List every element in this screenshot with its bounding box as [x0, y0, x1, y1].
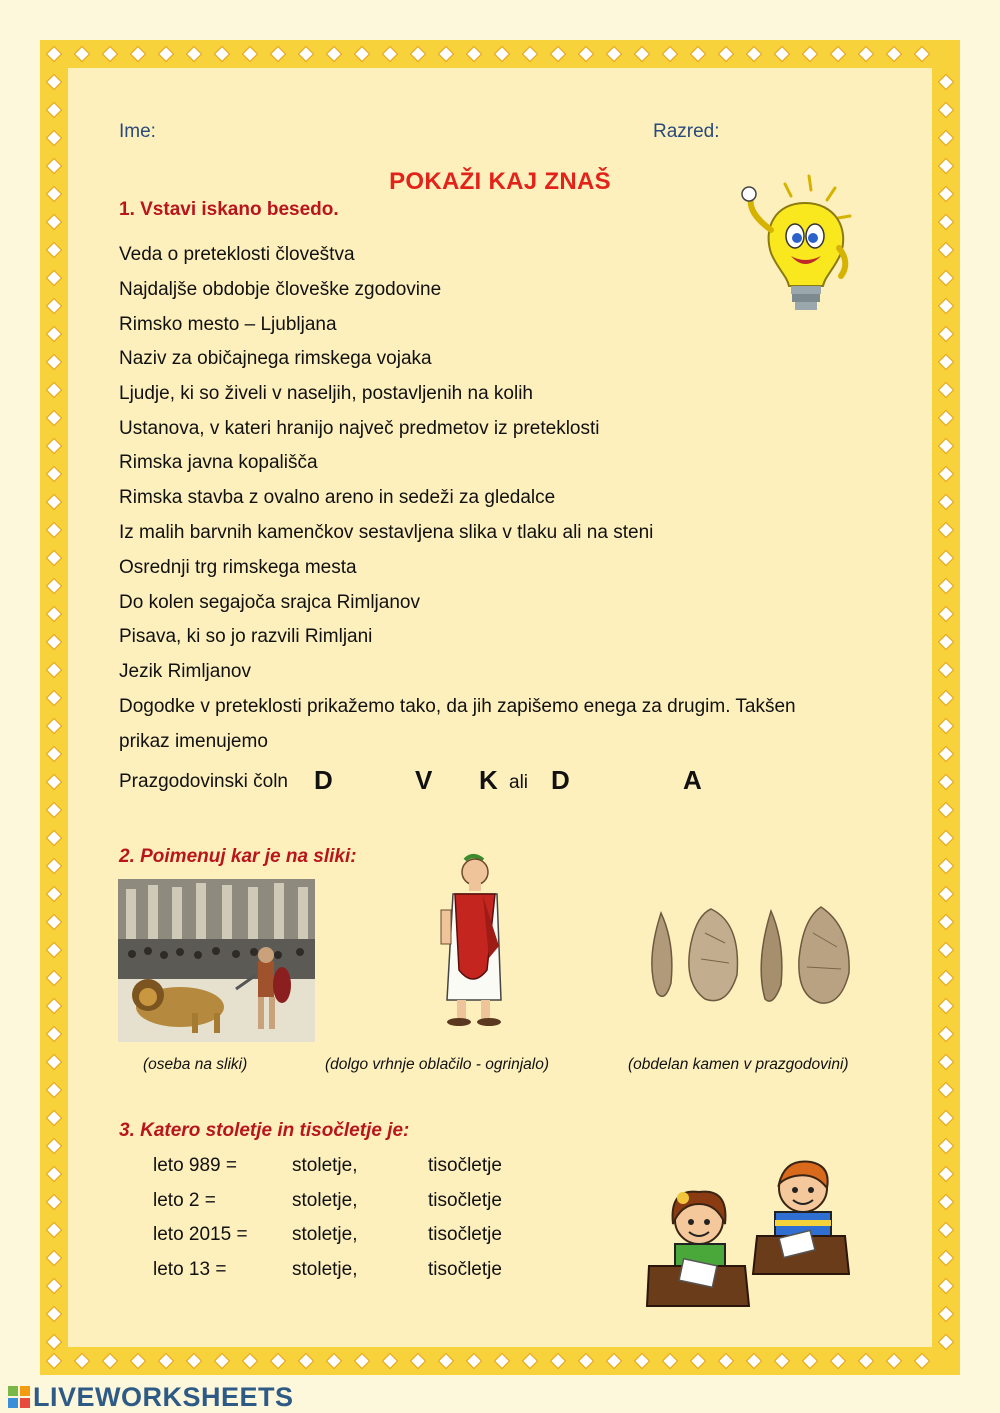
border-diamond — [47, 1111, 62, 1126]
border-diamond — [939, 383, 954, 398]
boat-letter: A — [683, 765, 702, 795]
millennium-label: tisočletje — [428, 1224, 502, 1245]
boat-letter: V — [415, 765, 433, 795]
question-text: Do kolen segajoča srajca Rimljanov — [119, 592, 420, 613]
border-diamond — [355, 47, 370, 62]
border-diamond — [47, 635, 62, 650]
border-diamond — [75, 1354, 90, 1369]
question-text: Rimska javna kopališča — [119, 452, 318, 473]
border-diamond — [939, 887, 954, 902]
border-diamond — [939, 215, 954, 230]
border-diamond — [939, 691, 954, 706]
century-label: stoletje, — [292, 1259, 358, 1280]
brand-logo-text — [8, 1382, 294, 1413]
border-diamond — [939, 1167, 954, 1182]
border-diamond — [803, 1354, 818, 1369]
border-diamond — [47, 439, 62, 454]
section1-heading: 1. Vstavi iskano besedo. — [119, 199, 339, 220]
border-diamond — [635, 1354, 650, 1369]
border-diamond — [775, 47, 790, 62]
border-diamond — [939, 1195, 954, 1210]
border-diamond — [939, 635, 954, 650]
boat-letter: D — [551, 765, 570, 795]
question-text: Pisava, ki so jo razvili Rimljani — [119, 626, 373, 647]
border-diamond — [187, 1354, 202, 1369]
boat-letter: K — [479, 765, 498, 795]
border-diamond — [939, 1251, 954, 1266]
border-diamond — [915, 47, 930, 62]
border-diamond — [47, 1251, 62, 1266]
border-diamond — [939, 439, 954, 454]
border-diamond — [939, 719, 954, 734]
border-diamond — [383, 47, 398, 62]
border-diamond — [47, 1167, 62, 1182]
border-diamond — [215, 47, 230, 62]
caption-toga: (dolgo vrhnje oblačilo - ogrinjalo) — [325, 1056, 550, 1073]
border-diamond — [523, 1354, 538, 1369]
border-diamond — [47, 215, 62, 230]
border-diamond — [47, 355, 62, 370]
border-diamond — [579, 47, 594, 62]
border-diamond — [719, 47, 734, 62]
boat-ali: ali — [509, 772, 529, 793]
border-diamond — [159, 1354, 174, 1369]
border-diamond — [47, 383, 62, 398]
border-diamond — [607, 1354, 622, 1369]
border-diamond — [47, 943, 62, 958]
century-label: stoletje, — [292, 1190, 358, 1211]
border-diamond — [691, 47, 706, 62]
border-diamond — [939, 131, 954, 146]
border-diamond — [939, 859, 954, 874]
border-diamond — [47, 691, 62, 706]
border-diamond — [47, 243, 62, 258]
border-diamond — [939, 999, 954, 1014]
border-diamond — [495, 1354, 510, 1369]
border-diamond — [103, 47, 118, 62]
stone-tools-image — [645, 903, 855, 1008]
border-diamond — [271, 47, 286, 62]
border-diamond — [47, 1307, 62, 1322]
border-diamond — [47, 523, 62, 538]
border-diamond — [887, 1354, 902, 1369]
border-diamond — [467, 1354, 482, 1369]
border-diamond — [939, 1223, 954, 1238]
border-diamond — [939, 1111, 954, 1126]
border-diamond — [47, 887, 62, 902]
question-text: Naziv za običajnega rimskega vojaka — [119, 348, 432, 369]
border-diamond — [47, 971, 62, 986]
border-diamond — [939, 775, 954, 790]
border-diamond — [939, 467, 954, 482]
year-label: leto 13 = — [153, 1259, 227, 1280]
border-diamond — [607, 47, 622, 62]
caption-stone: (obdelan kamen v prazgodovini) — [628, 1056, 849, 1073]
border-diamond — [439, 47, 454, 62]
border-diamond — [47, 663, 62, 678]
border-diamond — [47, 1027, 62, 1042]
century-label: stoletje, — [292, 1224, 358, 1245]
border-diamond — [355, 1354, 370, 1369]
border-diamond — [47, 1139, 62, 1154]
border-diamond — [939, 915, 954, 930]
border-diamond — [939, 1055, 954, 1070]
millennium-label: tisočletje — [428, 1155, 502, 1176]
border-diamond — [47, 1335, 62, 1350]
gladiator-lion-image — [118, 879, 315, 1042]
section2-heading: 2. Poimenuj kar je na sliki: — [119, 846, 357, 867]
border-diamond — [939, 355, 954, 370]
border-diamond — [47, 327, 62, 342]
millennium-label: tisočletje — [428, 1259, 502, 1280]
border-diamond — [939, 495, 954, 510]
border-diamond — [47, 831, 62, 846]
border-diamond — [663, 47, 678, 62]
border-diamond — [47, 271, 62, 286]
border-diamond — [939, 1083, 954, 1098]
border-diamond — [243, 47, 258, 62]
border-diamond — [187, 47, 202, 62]
border-diamond — [47, 47, 62, 62]
border-diamond — [939, 971, 954, 986]
border-diamond — [47, 1083, 62, 1098]
border-diamond — [47, 1354, 62, 1369]
border-diamond — [327, 47, 342, 62]
border-diamond — [939, 943, 954, 958]
question-text: Ljudje, ki so živeli v naseljih, postavljenih na kolih — [119, 383, 534, 404]
border-diamond — [47, 495, 62, 510]
question-text: Iz malih barvnih kamenčkov sestavljena slika v tlaku ali na steni — [119, 522, 654, 543]
year-label: leto 2 = — [153, 1190, 216, 1211]
border-diamond — [939, 523, 954, 538]
border-diamond — [939, 747, 954, 762]
question-text: Rimsko mesto – Ljubljana — [119, 314, 337, 335]
border-diamond — [215, 1354, 230, 1369]
border-diamond — [243, 1354, 258, 1369]
border-diamond — [47, 103, 62, 118]
border-diamond — [47, 1055, 62, 1070]
border-diamond — [47, 299, 62, 314]
lightbulb-icon — [735, 168, 860, 323]
border-diamond — [47, 579, 62, 594]
border-diamond — [939, 327, 954, 342]
border-diamond — [635, 47, 650, 62]
border-diamond — [939, 299, 954, 314]
page-title: POKAŽI KAJ ZNAŠ — [389, 168, 611, 195]
border-diamond — [47, 411, 62, 426]
border-diamond — [47, 1279, 62, 1294]
border-diamond — [939, 1307, 954, 1322]
century-label: stoletje, — [292, 1155, 358, 1176]
border-diamond — [47, 775, 62, 790]
border-diamond — [47, 551, 62, 566]
section3-heading: 3. Katero stoletje in tisočletje je: — [119, 1120, 410, 1141]
border-diamond — [523, 47, 538, 62]
border-diamond — [747, 47, 762, 62]
border-diamond — [47, 803, 62, 818]
boat-letter: D — [314, 765, 333, 795]
border-diamond — [775, 1354, 790, 1369]
border-diamond — [411, 1354, 426, 1369]
border-diamond — [939, 271, 954, 286]
border-diamond — [915, 1354, 930, 1369]
border-diamond — [939, 243, 954, 258]
border-diamond — [831, 1354, 846, 1369]
border-diamond — [75, 47, 90, 62]
question-text: Rimska stavba z ovalno areno in sedeži za gledalce — [119, 487, 556, 508]
question-text: Dogodke v preteklosti prikažemo tako, da jih zapišemo enega za drugim. Takšen — [119, 696, 796, 717]
border-diamond — [887, 47, 902, 62]
border-diamond — [495, 47, 510, 62]
border-diamond — [939, 663, 954, 678]
border-diamond — [939, 803, 954, 818]
border-diamond — [663, 1354, 678, 1369]
border-diamond — [551, 47, 566, 62]
question-text: Veda o preteklosti človeštva — [119, 244, 355, 265]
roman-toga-image — [425, 850, 515, 1030]
border-diamond — [939, 1027, 954, 1042]
liveworksheets-logo-icon — [8, 1386, 30, 1408]
border-diamond — [103, 1354, 118, 1369]
border-diamond — [719, 1354, 734, 1369]
border-diamond — [47, 999, 62, 1014]
border-diamond — [939, 551, 954, 566]
border-diamond — [131, 47, 146, 62]
border-diamond — [47, 859, 62, 874]
border-diamond — [47, 719, 62, 734]
question-text: Najdaljše obdobje človeške zgodovine — [119, 279, 442, 300]
border-diamond — [939, 607, 954, 622]
border-diamond — [859, 47, 874, 62]
boat-label: Prazgodovinski čoln — [119, 771, 288, 792]
border-diamond — [939, 75, 954, 90]
border-diamond — [383, 1354, 398, 1369]
border-diamond — [271, 1354, 286, 1369]
border-diamond — [859, 1354, 874, 1369]
border-diamond — [467, 47, 482, 62]
border-diamond — [47, 467, 62, 482]
question-text: prikaz imenujemo — [119, 731, 268, 752]
border-diamond — [939, 1335, 954, 1350]
border-diamond — [691, 1354, 706, 1369]
border-diamond — [579, 1354, 594, 1369]
border-diamond — [47, 1223, 62, 1238]
border-diamond — [551, 1354, 566, 1369]
border-diamond — [159, 47, 174, 62]
year-label: leto 989 = — [153, 1155, 237, 1176]
name-label: Ime: — [119, 121, 156, 142]
border-diamond — [939, 103, 954, 118]
brand-name: LIVEWORKSHEETS — [33, 1382, 294, 1412]
border-diamond — [939, 1139, 954, 1154]
caption-person: (oseba na sliki) — [143, 1056, 248, 1073]
class-label: Razred: — [653, 121, 720, 142]
border-diamond — [939, 579, 954, 594]
border-diamond — [47, 747, 62, 762]
year-label: leto 2015 = — [153, 1224, 248, 1245]
border-diamond — [47, 607, 62, 622]
millennium-label: tisočletje — [428, 1190, 502, 1211]
border-diamond — [439, 1354, 454, 1369]
border-diamond — [299, 1354, 314, 1369]
border-diamond — [327, 1354, 342, 1369]
students-image — [645, 1158, 850, 1310]
question-text: Ustanova, v kateri hranijo največ predmetov iz preteklosti — [119, 418, 600, 439]
border-diamond — [411, 47, 426, 62]
border-diamond — [47, 1195, 62, 1210]
border-diamond — [47, 75, 62, 90]
border-diamond — [299, 47, 314, 62]
question-text: Jezik Rimljanov — [119, 661, 251, 682]
border-diamond — [831, 47, 846, 62]
border-diamond — [939, 1279, 954, 1294]
border-diamond — [803, 47, 818, 62]
border-diamond — [47, 131, 62, 146]
border-diamond — [747, 1354, 762, 1369]
question-text: Osrednji trg rimskega mesta — [119, 557, 357, 578]
border-diamond — [131, 1354, 146, 1369]
border-diamond — [939, 831, 954, 846]
border-diamond — [939, 411, 954, 426]
border-diamond — [47, 915, 62, 930]
